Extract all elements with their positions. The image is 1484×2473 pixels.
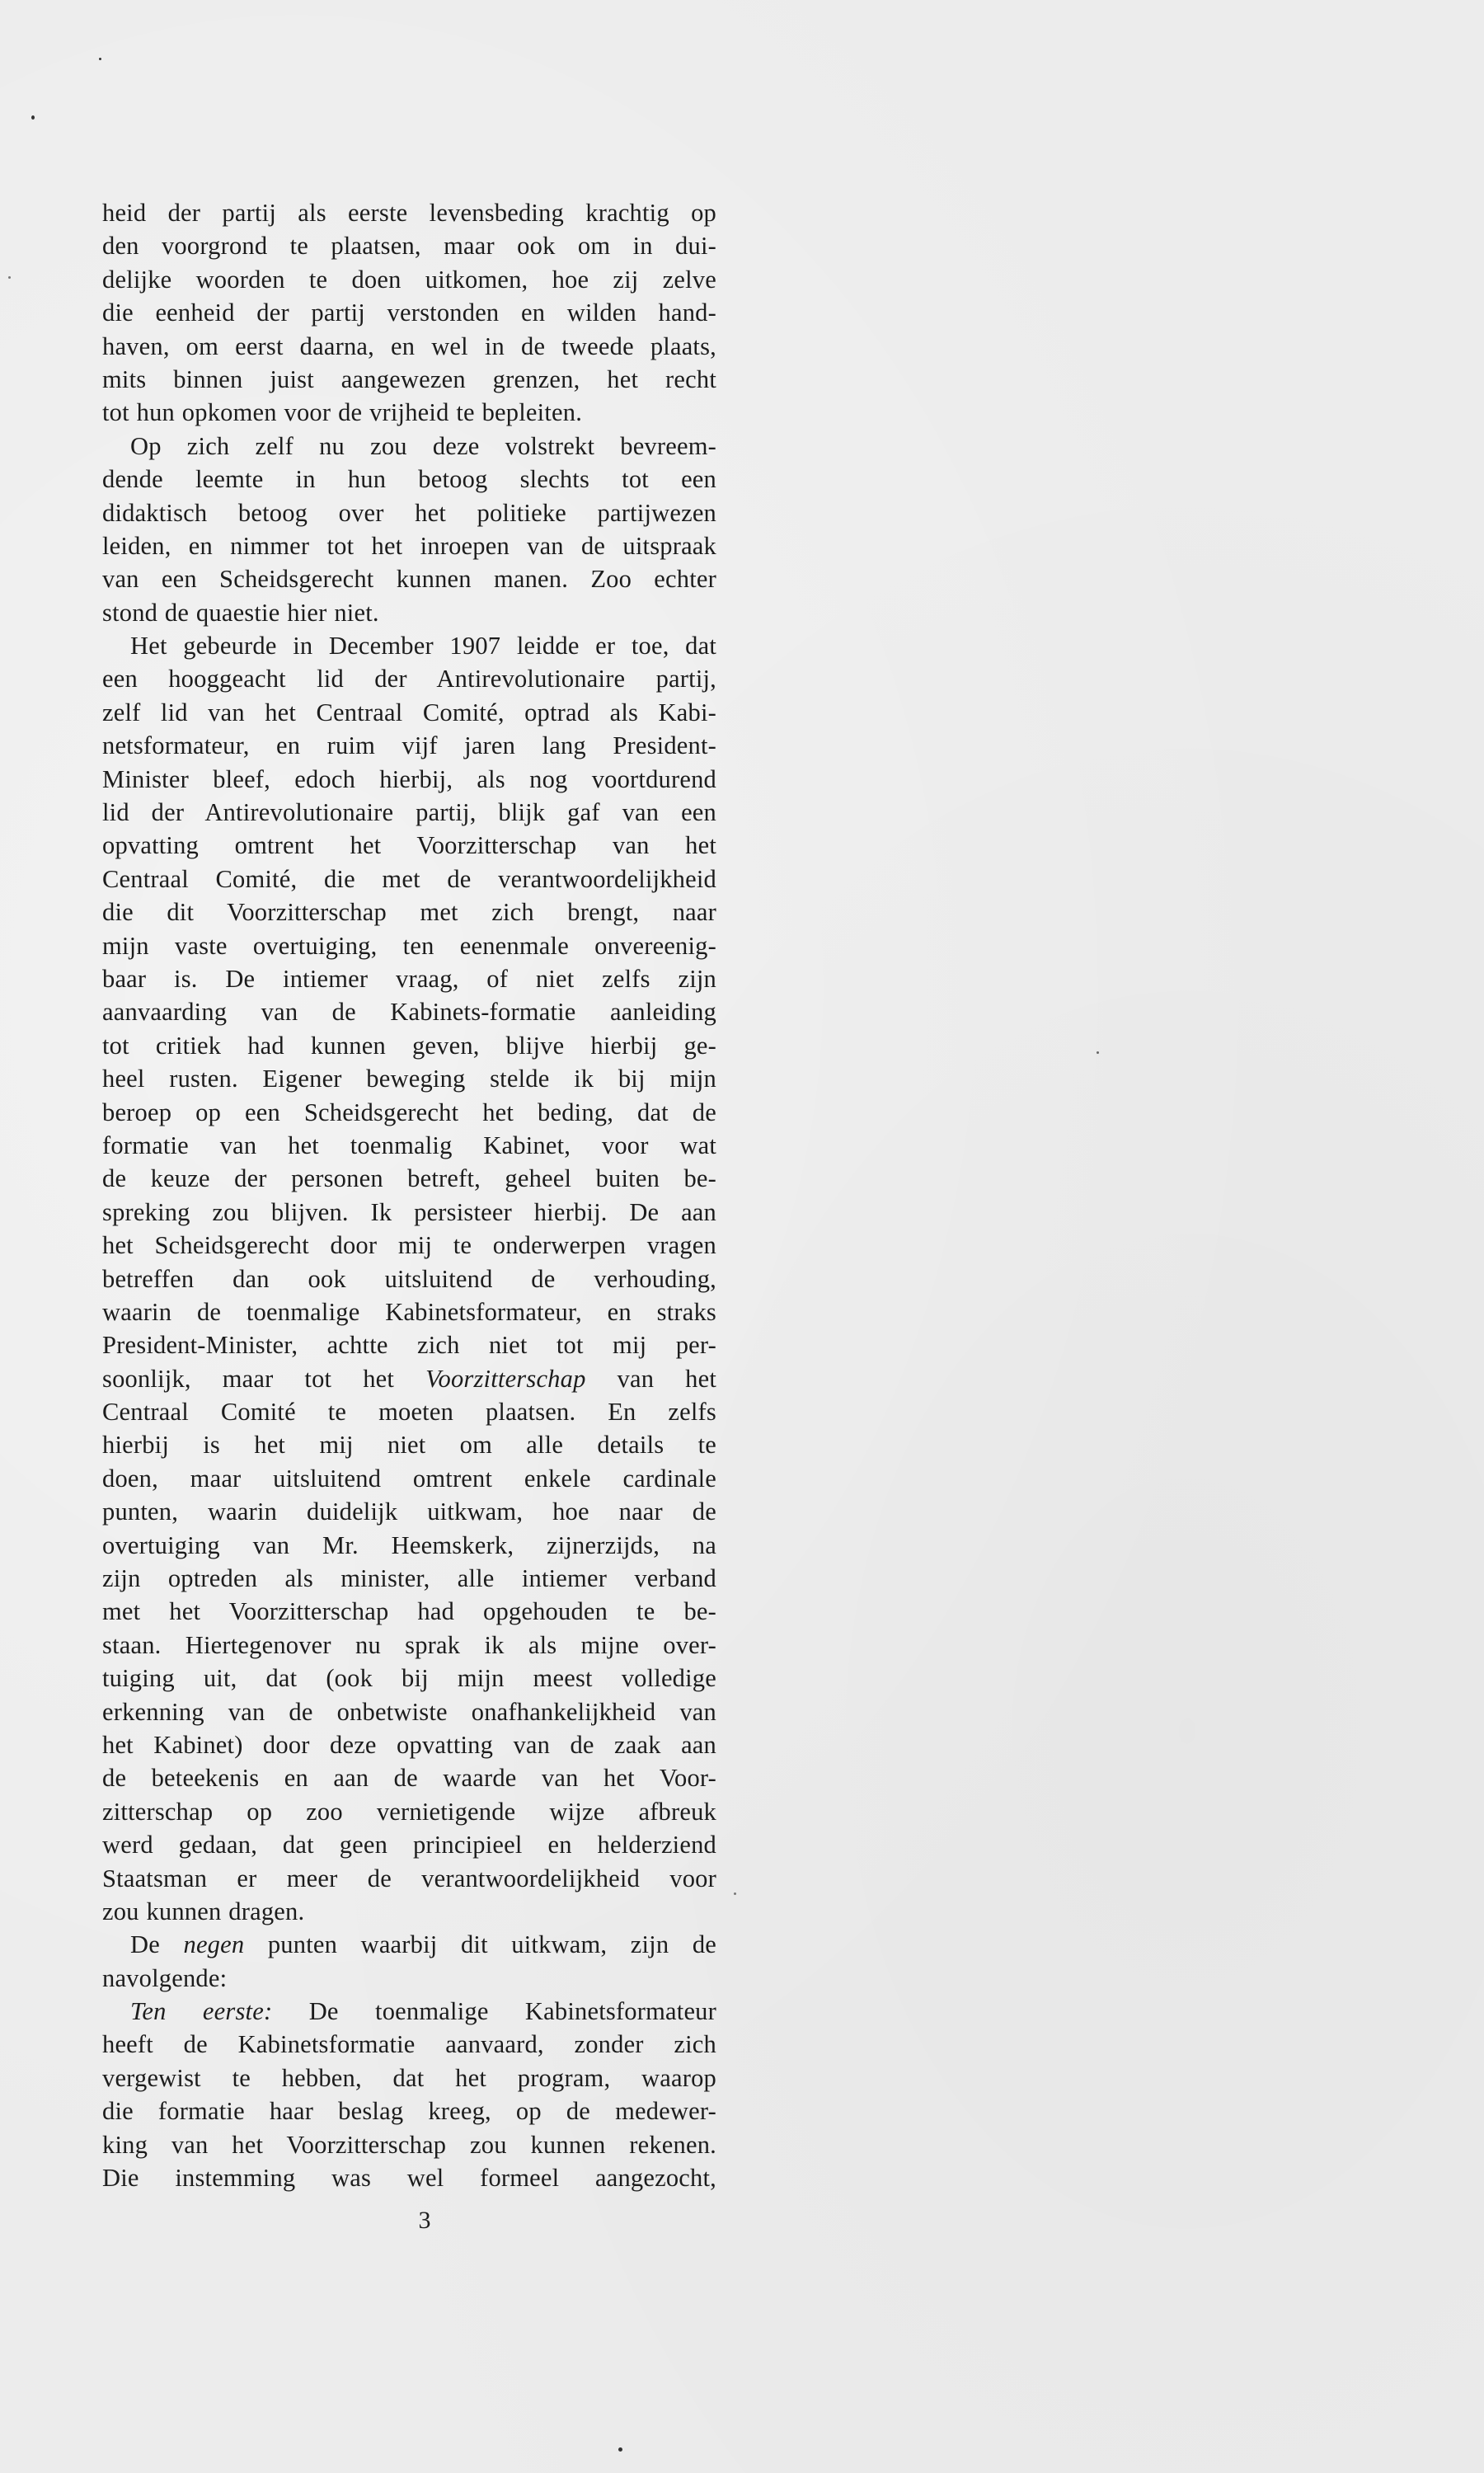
text-fragment: van het: [617, 1364, 717, 1393]
text-line: mijn vaste overtuiging, ten eenenmale onvereenig-: [102, 931, 716, 960]
text-line: erkenning van de onbetwiste onafhankelijkheid van: [102, 1697, 716, 1726]
text-line: zelf lid van het Centraal Comité, optrad als Kabi-: [102, 698, 716, 726]
text-line: stond de quaestie hier niet.: [102, 598, 379, 627]
page-number: 3: [418, 2207, 431, 2234]
text-line: van een Scheidsgerecht kunnen manen. Zoo echter: [102, 565, 716, 594]
text-line: zijn optreden als minister, alle intiemer verband: [102, 1564, 716, 1593]
text-line: hierbij is het mij niet om alle details te: [102, 1431, 716, 1460]
text-fragment: soonlijk, maar tot het: [102, 1364, 395, 1393]
text-line: heeft de Kabinetsformatie aanvaard, zonder zich: [102, 2030, 716, 2059]
text-line: den voorgrond te plaatsen, maar ook om in dui-: [102, 232, 716, 261]
text-fragment: punten waarbij dit uitkwam, zijn de: [267, 1930, 717, 1959]
scan-speck: [734, 1892, 736, 1895]
italic-text: negen: [183, 1930, 245, 1959]
text-line: netsformateur, en ruim vijf jaren lang President-: [102, 731, 716, 760]
text-line: die formatie haar beslag kreeg, op de medewer-: [102, 2097, 716, 2126]
text-line: het Kabinet) door deze opvatting van de zaak aan: [102, 1730, 716, 1759]
text-line: [102, 1928, 716, 1961]
text-line: didaktisch betoog over het politieke partijwezen: [102, 498, 716, 527]
text-line: haven, om eerst daarna, en wel in de tweede plaats,: [102, 331, 716, 360]
text-line: tot critiek had kunnen geven, blijve hierbij ge-: [102, 1031, 716, 1060]
text-line: heel rusten. Eigener beweging stelde ik bij mijn: [102, 1065, 716, 1093]
text-fragment: De: [130, 1930, 160, 1959]
text-line: tuiging uit, dat (ook bij mijn meest volledige: [102, 1664, 716, 1693]
text-line: werd gedaan, dat geen principieel en helderziend: [102, 1831, 716, 1859]
text-line: Staatsman er meer de verantwoordelijkheid voor: [102, 1864, 716, 1892]
text-line: zitterschap op zoo vernietigende wijze afbreuk: [102, 1797, 716, 1826]
text-line: doen, maar uitsluitend omtrent enkele cardinale: [102, 1464, 716, 1493]
text-fragment: De toenmalige Kabinetsformateur: [308, 1997, 716, 2026]
text-line: king van het Voorzitterschap zou kunnen rekenen.: [102, 2130, 716, 2159]
text-line: dende leemte in hun betoog slechts tot een: [102, 465, 716, 494]
text-line: leiden, en nimmer tot het inroepen van de uitspraak: [102, 531, 716, 560]
text-line: [102, 1995, 716, 2028]
body-text: [102, 196, 716, 2194]
text-line: navolgende:: [102, 1963, 228, 1992]
text-line: vergewist te hebben, dat het program, waarop: [102, 2063, 716, 2092]
text-line: tot hun opkomen voor de vrijheid te bepleiten.: [102, 398, 583, 427]
text-line: zou kunnen dragen.: [102, 1897, 305, 1925]
text-line: [102, 1362, 716, 1395]
text-line: betreffen dan ook uitsluitend de verhouding,: [102, 1264, 716, 1293]
scan-speck: [8, 276, 11, 279]
text-line: Centraal Comité, die met de verantwoordelijkheid: [102, 864, 716, 893]
scan-speck: [31, 115, 35, 120]
text-line: de beteekenis en aan de waarde van het Voor-: [102, 1764, 716, 1793]
text-line: waarin de toenmalige Kabinetsformateur, en straks: [102, 1297, 716, 1326]
text-line: met het Voorzitterschap had opgehouden te be-: [102, 1597, 716, 1626]
text-line: Centraal Comité te moeten plaatsen. En zelfs: [102, 1398, 716, 1427]
scan-speck: [99, 58, 101, 60]
scan-speck: [618, 2447, 622, 2452]
text-line: Het gebeurde in December 1907 leidde er toe, dat: [130, 632, 716, 661]
text-line: die eenheid der partij verstonden en wilden hand-: [102, 299, 716, 327]
text-line: lid der Antirevolutionaire partij, blijk gaf van een: [102, 798, 716, 827]
text-line: beroep op een Scheidsgerecht het beding, dat de: [102, 1098, 716, 1126]
text-line: Die instemming was wel formeel aangezocht,: [102, 2164, 716, 2193]
text-line: opvatting omtrent het Voorzitterschap van het: [102, 831, 716, 860]
text-line: overtuiging van Mr. Heemskerk, zijnerzijds, na: [102, 1530, 716, 1559]
text-line: aanvaarding van de Kabinets-formatie aanleiding: [102, 998, 716, 1027]
text-line: het Scheidsgerecht door mij te onderwerpen vragen: [102, 1231, 716, 1260]
italic-text: Voorzitterschap: [425, 1364, 586, 1393]
text-line: formatie van het toenmalig Kabinet, voor wat: [102, 1131, 716, 1159]
text-line: mits binnen juist aangewezen grenzen, het recht: [102, 364, 716, 393]
text-line: de keuze der personen betreft, geheel buiten be-: [102, 1164, 716, 1193]
text-line: heid der partij als eerste levensbeding krachtig op: [102, 199, 716, 227]
text-line: punten, waarin duidelijk uitkwam, hoe naar de: [102, 1497, 716, 1526]
text-line: een hooggeacht lid der Antirevolutionaire partij,: [102, 665, 716, 693]
scan-speck: [1097, 1051, 1099, 1054]
italic-text: Ten eerste:: [130, 1997, 273, 2026]
text-line: Op zich zelf nu zou deze volstrekt bevreem-: [130, 431, 716, 460]
text-line: baar is. De intiemer vraag, of niet zelfs zijn: [102, 964, 716, 993]
text-line: President-Minister, achtte zich niet tot mij per-: [102, 1331, 716, 1360]
text-line: delijke woorden te doen uitkomen, hoe zij zelve: [102, 265, 716, 294]
text-line: staan. Hiertegenover nu sprak ik als mijne over-: [102, 1630, 716, 1659]
text-line: Minister bleef, edoch hierbij, als nog voortdurend: [102, 764, 716, 793]
text-line: spreking zou blijven. Ik persisteer hierbij. De aan: [102, 1197, 716, 1226]
text-line: die dit Voorzitterschap met zich brengt, naar: [102, 898, 716, 927]
